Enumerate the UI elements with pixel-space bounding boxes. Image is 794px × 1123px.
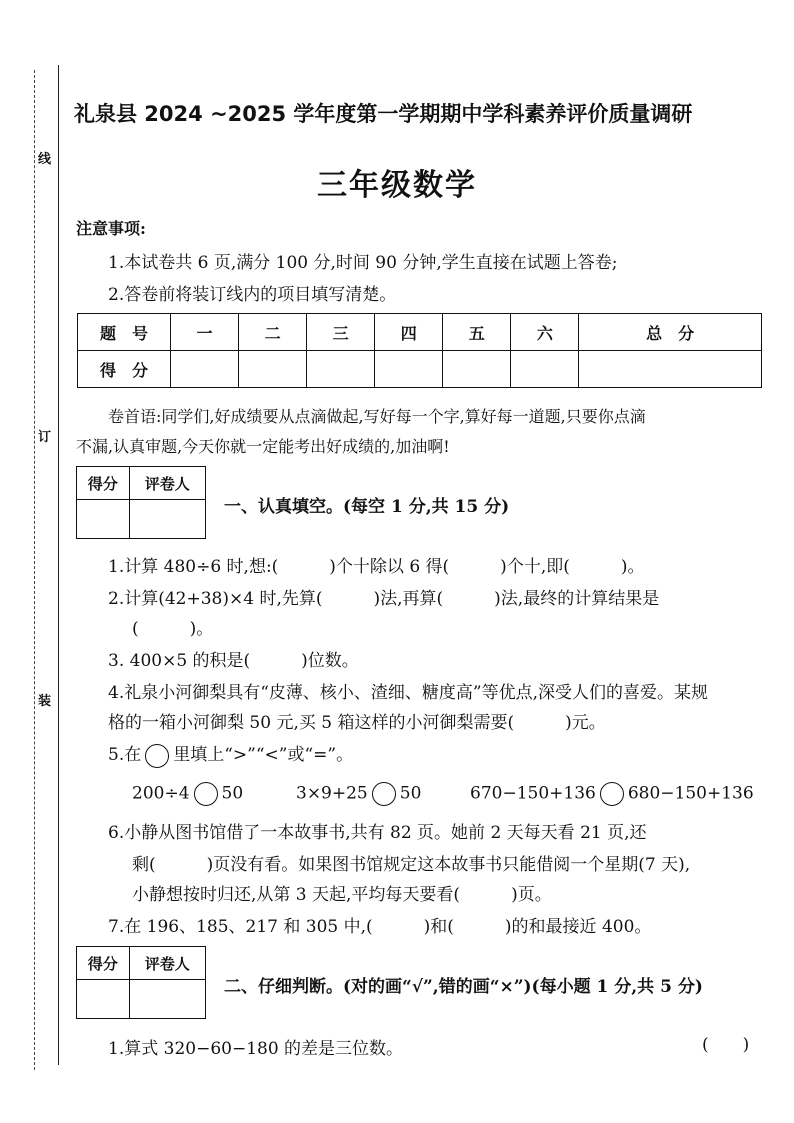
exam-title: 礼泉县 2024 ~2025 学年度第一学期期中学科素养评价质量调研 — [74, 102, 693, 126]
question-5 — [108, 740, 353, 768]
answer-circle[interactable] — [372, 782, 396, 806]
grader-box-1 — [76, 466, 206, 539]
score-header-cell: 四 — [375, 314, 443, 351]
grader-reviewer-cell[interactable] — [129, 500, 205, 539]
binding-label-xian: 线 — [38, 152, 52, 167]
question-1: 1.计算 480÷6 时,想:( )个十除以 6 得( )个十,即( )。 — [108, 557, 645, 577]
compare-right: 50 — [221, 783, 244, 804]
grader-score-cell[interactable] — [77, 980, 130, 1019]
score-header-cell: 五 — [443, 314, 511, 351]
score-cell[interactable] — [375, 351, 443, 388]
score-header-cell: 一 — [171, 314, 239, 351]
score-header-cell: 二 — [239, 314, 307, 351]
judge-answer-paren[interactable]: ( ) — [702, 1035, 750, 1055]
section1-title: 一、认真填空。(每空 1 分,共 15 分) — [224, 497, 510, 517]
score-header-cell: 总 分 — [579, 314, 762, 351]
score-cell[interactable] — [307, 351, 375, 388]
score-cell[interactable] — [511, 351, 579, 388]
question-6-cont: 小静想按时归还,从第 3 天起,平均每天要看( )页。 — [132, 885, 552, 905]
score-row-label: 得 分 — [78, 351, 171, 388]
grader-reviewer-label: 评卷人 — [129, 947, 205, 980]
grader-reviewer-cell[interactable] — [129, 980, 205, 1019]
score-header-cell: 六 — [511, 314, 579, 351]
score-table — [77, 313, 762, 388]
question-5-suffix: 里填上“>”“<”或“=”。 — [173, 745, 354, 765]
notes-heading: 注意事项: — [76, 219, 146, 238]
compare-item — [296, 782, 421, 806]
score-header-cell: 三 — [307, 314, 375, 351]
compare-right: 50 — [399, 783, 422, 804]
answer-circle[interactable] — [600, 782, 624, 806]
preface-line: 不漏,认真审题,今天你就一定能考出好成绩的,加油啊! — [76, 437, 450, 456]
grader-score-cell[interactable] — [77, 500, 130, 539]
score-cell[interactable] — [579, 351, 762, 388]
grader-score-label: 得分 — [77, 947, 130, 980]
binding-solid-line — [58, 65, 59, 1065]
compare-left: 3×9+25 — [296, 783, 368, 804]
grader-reviewer-label: 评卷人 — [129, 467, 205, 500]
question-6-cont: 剩( )页没有看。如果图书馆规定这本故事书只能借阅一个星期(7 天), — [132, 855, 691, 875]
compare-left: 200÷4 — [132, 783, 190, 804]
question-3: 3. 400×5 的积是( )位数。 — [108, 651, 359, 671]
compare-circle-icon — [145, 744, 169, 768]
binding-label-ding: 订 — [38, 430, 52, 445]
question-4: 4.礼泉小河御梨具有“皮薄、核小、渣细、糖度高”等优点,深受人们的喜爱。某规 — [108, 683, 709, 703]
section2-title: 二、仔细判断。(对的画“√”,错的画“×”)(每小题 1 分,共 5 分) — [224, 977, 703, 997]
question-5-prefix: 5.在 — [108, 745, 142, 765]
compare-item — [470, 782, 754, 806]
question-2-cont: ( )。 — [132, 619, 214, 639]
compare-left: 670−150+136 — [470, 783, 596, 804]
grader-score-label: 得分 — [77, 467, 130, 500]
grader-box-2 — [76, 946, 206, 1019]
score-table-header-row — [78, 314, 762, 351]
score-table-score-row — [78, 351, 762, 388]
answer-circle[interactable] — [194, 782, 218, 806]
question-2: 2.计算(42+38)×4 时,先算( )法,再算( )法,最终的计算结果是 — [108, 589, 660, 609]
score-cell[interactable] — [239, 351, 307, 388]
binding-dashed-line — [34, 70, 35, 1070]
score-cell[interactable] — [443, 351, 511, 388]
score-cell[interactable] — [171, 351, 239, 388]
subject-title: 三年级数学 — [317, 168, 477, 203]
binding-label-zhuang: 装 — [38, 694, 52, 709]
preface-line: 卷首语:同学们,好成绩要从点滴做起,写好每一个字,算好每一道题,只要你点滴 — [108, 407, 646, 426]
notes-item: 1.本试卷共 6 页,满分 100 分,时间 90 分钟,学生直接在试题上答卷; — [108, 253, 618, 273]
judge-question-1: 1.算式 320−60−180 的差是三位数。 — [108, 1039, 404, 1059]
notes-item: 2.答卷前将装订线内的项目填写清楚。 — [108, 285, 397, 305]
question-6: 6.小静从图书馆借了一本故事书,共有 82 页。她前 2 天每天看 21 页,还 — [108, 823, 647, 843]
question-4-cont: 格的一箱小河御梨 50 元,买 5 箱这样的小河御梨需要( )元。 — [108, 713, 606, 733]
score-header-cell: 题 号 — [78, 314, 171, 351]
compare-right: 680−150+136 — [627, 783, 754, 804]
compare-item — [132, 782, 243, 806]
question-7: 7.在 196、185、217 和 305 中,( )和( )的和最接近 400。 — [108, 917, 652, 937]
